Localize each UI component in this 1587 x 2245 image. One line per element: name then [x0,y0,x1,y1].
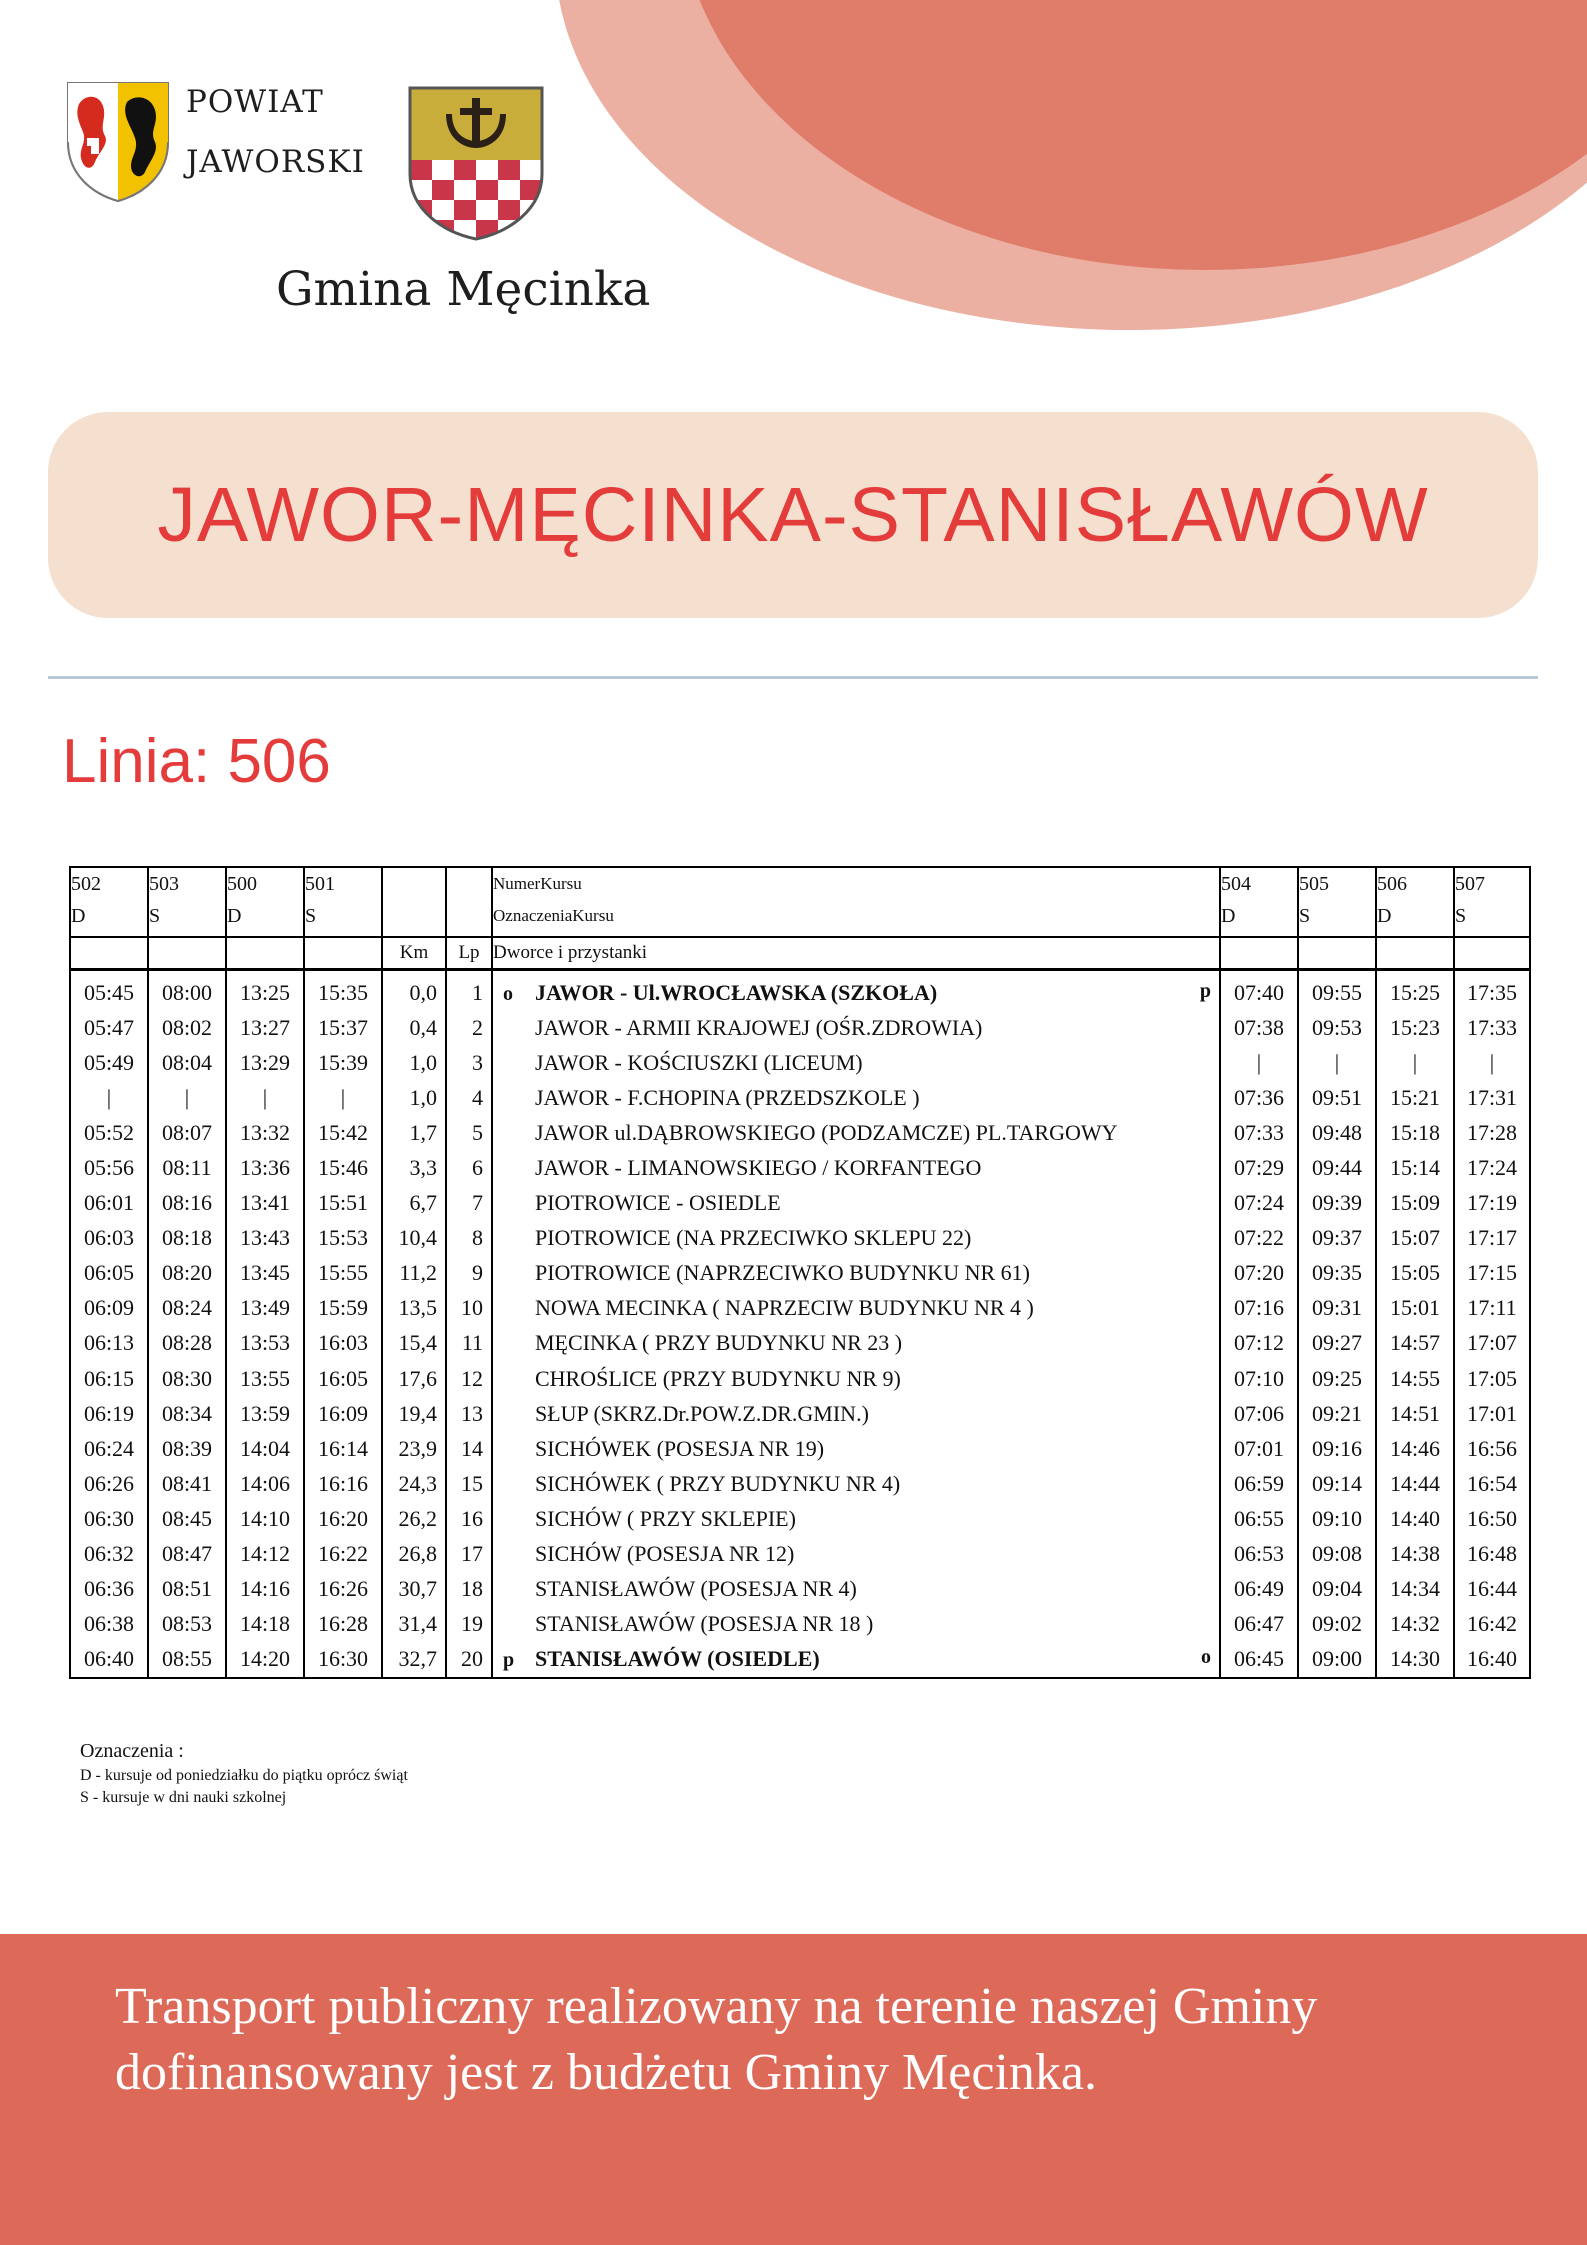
course-header: 506 D [1376,867,1454,937]
stop-flag: p [503,1649,515,1672]
lp-value: 7 [446,1186,492,1221]
stop-name: MĘCINKA ( PRZY BUDYNKU NR 23 ) [535,1330,903,1356]
departure-time: 15:42 [304,1115,382,1150]
departure-time: 16:28 [304,1607,382,1642]
lp-value: 8 [446,1221,492,1256]
return-time: 09:08 [1298,1537,1376,1572]
return-time: 15:09 [1376,1186,1454,1221]
return-time: 14:57 [1376,1326,1454,1361]
gmina-mecinka-crest-icon [406,84,546,242]
return-time: 07:33 [1220,1115,1298,1150]
return-time: 16:40 [1454,1642,1530,1678]
return-time: 09:44 [1298,1150,1376,1185]
stop-name: JAWOR ul.DĄBROWSKIEGO (PODZAMCZE) PL.TARGOWY [535,1119,1118,1145]
table-row [70,1080,1530,1115]
return-time: 15:21 [1376,1080,1454,1115]
departure-time: | [304,1080,382,1115]
course-header: 501 S [304,867,382,937]
line-number-label: Linia: 506 [62,727,331,796]
departure-time: 05:47 [70,1010,148,1045]
timetable-subheader-row [70,937,1530,970]
return-time: 09:55 [1298,970,1376,1011]
return-time: 17:15 [1454,1256,1530,1291]
km-value: 32,7 [382,1642,446,1678]
lp-value: 5 [446,1115,492,1150]
return-time: 07:01 [1220,1431,1298,1466]
departure-time: 08:55 [148,1642,226,1678]
stop-name: JAWOR - KOŚCIUSZKI (LICEUM) [535,1049,863,1075]
departure-time: 16:22 [304,1537,382,1572]
course-header: 507 S [1454,867,1530,937]
table-row [70,1431,1530,1466]
return-time: 06:45 [1220,1642,1298,1678]
return-time: 09:37 [1298,1221,1376,1256]
departure-time: 13:45 [226,1256,304,1291]
return-time: 07:12 [1220,1326,1298,1361]
powiat-line1: POWIAT [186,84,324,120]
departure-time: 14:06 [226,1466,304,1501]
return-time: | [1454,1045,1530,1080]
departure-time: 14:12 [226,1537,304,1572]
return-time: 16:50 [1454,1501,1530,1536]
course-header: 504 D [1220,867,1298,937]
return-time: 07:38 [1220,1010,1298,1045]
return-time: 07:36 [1220,1080,1298,1115]
stop-name: STANISŁAWÓW (OSIEDLE) [535,1646,820,1672]
return-time: 07:40 [1220,970,1298,1011]
lp-value: 3 [446,1045,492,1080]
return-time: 06:53 [1220,1537,1298,1572]
departure-time: 13:29 [226,1045,304,1080]
km-value: 1,0 [382,1080,446,1115]
stop-name: PIOTROWICE (NAPRZECIWKO BUDYNKU NR 61) [535,1260,1030,1286]
km-value: 6,7 [382,1186,446,1221]
stop-name: JAWOR - ARMII KRAJOWEJ (OŚR.ZDROWIA) [535,1014,983,1040]
return-time: 07:16 [1220,1291,1298,1326]
departure-time: 06:24 [70,1431,148,1466]
table-row [70,1256,1530,1291]
table-row [70,1642,1530,1678]
return-time: 17:05 [1454,1361,1530,1396]
departure-time: 13:25 [226,970,304,1011]
lp-value: 9 [446,1256,492,1291]
departure-time: | [226,1080,304,1115]
return-time: 17:28 [1454,1115,1530,1150]
departure-time: 05:45 [70,970,148,1011]
departure-time: 08:02 [148,1010,226,1045]
return-time: 14:34 [1376,1572,1454,1607]
return-time: 07:10 [1220,1361,1298,1396]
table-row [70,1537,1530,1572]
stop-name-cell [492,1150,1220,1185]
lp-value: 10 [446,1291,492,1326]
departure-time: 06:13 [70,1326,148,1361]
table-row [70,1221,1530,1256]
departure-time: 08:00 [148,970,226,1011]
km-header: Km [382,937,446,970]
return-time: 06:59 [1220,1466,1298,1501]
return-time: 15:07 [1376,1221,1454,1256]
km-value: 10,4 [382,1221,446,1256]
stop-name-cell [492,1572,1220,1607]
return-time: 07:20 [1220,1256,1298,1291]
course-header: 505 S [1298,867,1376,937]
departure-time: 05:49 [70,1045,148,1080]
lp-value: 18 [446,1572,492,1607]
return-time: 09:25 [1298,1361,1376,1396]
km-value: 26,2 [382,1501,446,1536]
return-time: 09:48 [1298,1115,1376,1150]
stop-name-cell [492,1010,1220,1045]
stop-name: SICHÓW (POSESJA NR 12) [535,1541,795,1567]
departure-time: 13:59 [226,1396,304,1431]
timetable [69,866,1531,1679]
table-row [70,1466,1530,1501]
departure-time: 06:40 [70,1642,148,1678]
stop-name-cell [492,1642,1220,1678]
return-time: 16:42 [1454,1607,1530,1642]
route-title-banner [48,412,1538,618]
departure-time: 16:14 [304,1431,382,1466]
return-time: 17:24 [1454,1150,1530,1185]
departure-time: 08:28 [148,1326,226,1361]
departure-time: 15:55 [304,1256,382,1291]
legend-heading: Oznaczenia : [80,1740,184,1762]
km-value: 15,4 [382,1326,446,1361]
lp-value: 1 [446,970,492,1011]
stops-header: Dworce i przystanki [492,937,1220,970]
course-header: 503 S [148,867,226,937]
departure-time: 13:49 [226,1291,304,1326]
departure-time: 06:30 [70,1501,148,1536]
return-time: 14:38 [1376,1537,1454,1572]
return-time: 09:16 [1298,1431,1376,1466]
return-time: 06:55 [1220,1501,1298,1536]
lp-value: 14 [446,1431,492,1466]
departure-time: 15:53 [304,1221,382,1256]
return-time: 17:17 [1454,1221,1530,1256]
return-time: 17:19 [1454,1186,1530,1221]
return-time: 16:54 [1454,1466,1530,1501]
return-time: 09:31 [1298,1291,1376,1326]
departure-time: 13:43 [226,1221,304,1256]
lp-value: 16 [446,1501,492,1536]
timetable-body [70,970,1530,1678]
departure-time: 06:15 [70,1361,148,1396]
stop-name: CHROŚLICE (PRZY BUDYNKU NR 9) [535,1365,901,1391]
footer-text: Transport publiczny realizowany na terenie naszej Gminy dofinansowany jest z budżetu Gminy Męcinka. [115,1978,1318,2101]
departure-time: 06:01 [70,1186,148,1221]
departure-time: 14:18 [226,1607,304,1642]
stop-flag: o [503,982,513,1005]
stop-name: JAWOR - LIMANOWSKIEGO / KORFANTEGO [535,1155,982,1181]
stop-name-cell [492,1291,1220,1326]
return-time: 15:25 [1376,970,1454,1011]
return-time: 15:01 [1376,1291,1454,1326]
return-time: | [1376,1045,1454,1080]
lp-value: 12 [446,1361,492,1396]
stop-name: STANISŁAWÓW (POSESJA NR 4) [535,1576,857,1602]
departure-time: 16:26 [304,1572,382,1607]
departure-time: 13:32 [226,1115,304,1150]
lp-value: 11 [446,1326,492,1361]
departure-time: 08:53 [148,1607,226,1642]
km-value: 23,9 [382,1431,446,1466]
table-row [70,1501,1530,1536]
course-header: 500 D [226,867,304,937]
table-row [70,1186,1530,1221]
stop-name: PIOTROWICE (NA PRZECIWKO SKLEPU 22) [535,1225,972,1251]
legend-item: D - kursuje od poniedziałku do piątku oprócz świąt [80,1767,408,1784]
stop-name-cell [492,1186,1220,1221]
departure-time: 06:38 [70,1607,148,1642]
stop-name-cell [492,1361,1220,1396]
return-time: 14:30 [1376,1642,1454,1678]
departure-time: 15:51 [304,1186,382,1221]
stop-name: STANISŁAWÓW (POSESJA NR 18 ) [535,1611,874,1637]
return-time: 14:44 [1376,1466,1454,1501]
return-time: 09:39 [1298,1186,1376,1221]
table-row [70,970,1530,1011]
departure-time: 08:20 [148,1256,226,1291]
table-row [70,1326,1530,1361]
departure-time: 16:16 [304,1466,382,1501]
return-time: 15:05 [1376,1256,1454,1291]
stop-name-cell [492,1221,1220,1256]
departure-time: 15:59 [304,1291,382,1326]
km-value: 19,4 [382,1396,446,1431]
return-time: 17:35 [1454,970,1530,1011]
stop-name-cell [492,1466,1220,1501]
powiat-wordmark [186,84,376,194]
stop-name-cell [492,1396,1220,1431]
powiat-line2: JAWORSKI [186,144,365,180]
departure-time: 05:56 [70,1150,148,1185]
legend-item: S - kursuje w dni nauki szkolnej [80,1789,287,1806]
departure-time: 14:20 [226,1642,304,1678]
course-header: 502 D [70,867,148,937]
return-time: 07:24 [1220,1186,1298,1221]
lp-value: 4 [446,1080,492,1115]
stop-name-cell [492,1326,1220,1361]
km-value: 13,5 [382,1291,446,1326]
departure-time: 08:39 [148,1431,226,1466]
km-value: 1,0 [382,1045,446,1080]
departure-time: 08:07 [148,1115,226,1150]
stop-name-cell [492,1045,1220,1080]
return-time: 06:47 [1220,1607,1298,1642]
stop-name: SŁUP (SKRZ.Dr.POW.Z.DR.GMIN.) [535,1400,869,1426]
legend [80,1740,408,1807]
departure-time: 06:32 [70,1537,148,1572]
departure-time: 15:39 [304,1045,382,1080]
departure-time: 16:30 [304,1642,382,1678]
departure-time: 08:16 [148,1186,226,1221]
lp-value: 20 [446,1642,492,1678]
table-row [70,1396,1530,1431]
stop-name: SICHÓW ( PRZY SKLEPIE) [535,1505,796,1531]
km-value: 24,3 [382,1466,446,1501]
return-time: 09:27 [1298,1326,1376,1361]
stop-name-cell [492,1501,1220,1536]
return-time: 16:56 [1454,1431,1530,1466]
km-value: 31,4 [382,1607,446,1642]
return-time: 09:00 [1298,1642,1376,1678]
km-value: 0,0 [382,970,446,1011]
return-time: 14:46 [1376,1431,1454,1466]
table-row [70,1150,1530,1185]
stop-flag-right: p [1199,979,1211,1002]
timetable-header-row [70,867,1530,937]
departure-time: 06:09 [70,1291,148,1326]
return-time: 09:14 [1298,1466,1376,1501]
divider [48,676,1538,679]
lp-value: 15 [446,1466,492,1501]
return-time: 09:02 [1298,1607,1376,1642]
stop-name: JAWOR - Ul.WROCŁAWSKA (SZKOŁA) [535,979,938,1005]
departure-time: 14:16 [226,1572,304,1607]
lp-value: 2 [446,1010,492,1045]
stop-name: PIOTROWICE - OSIEDLE [535,1190,781,1216]
return-time: 07:06 [1220,1396,1298,1431]
km-value: 0,4 [382,1010,446,1045]
stop-name-cell [492,1256,1220,1291]
departure-time: 13:55 [226,1361,304,1396]
departure-time: | [148,1080,226,1115]
km-value: 3,3 [382,1150,446,1185]
return-time: 17:31 [1454,1080,1530,1115]
departure-time: 15:35 [304,970,382,1011]
powiat-jaworski-crest-icon [65,80,171,204]
return-time: 09:35 [1298,1256,1376,1291]
departure-time: 06:05 [70,1256,148,1291]
return-time: 15:23 [1376,1010,1454,1045]
departure-time: 08:41 [148,1466,226,1501]
return-time: | [1298,1045,1376,1080]
stop-flag-right: o [1201,1646,1211,1669]
stop-name: NOWA MECINKA ( NAPRZECIW BUDYNKU NR 4 ) [535,1295,1034,1321]
table-row [70,1115,1530,1150]
return-time: 15:18 [1376,1115,1454,1150]
departure-time: 08:34 [148,1396,226,1431]
return-time: 14:51 [1376,1396,1454,1431]
lp-value: 13 [446,1396,492,1431]
return-time: 14:40 [1376,1501,1454,1536]
return-time: 16:44 [1454,1572,1530,1607]
departure-time: 13:27 [226,1010,304,1045]
table-row [70,1607,1530,1642]
departure-time: 14:10 [226,1501,304,1536]
return-time: 17:07 [1454,1326,1530,1361]
stop-name: SICHÓWEK ( PRZY BUDYNKU NR 4) [535,1470,901,1496]
lp-value: 17 [446,1537,492,1572]
return-time: 17:33 [1454,1010,1530,1045]
departure-time: 16:09 [304,1396,382,1431]
departure-time: 14:04 [226,1431,304,1466]
return-time: 09:51 [1298,1080,1376,1115]
departure-time: 15:46 [304,1150,382,1185]
return-time: 09:21 [1298,1396,1376,1431]
departure-time: 16:20 [304,1501,382,1536]
table-row [70,1045,1530,1080]
km-value: 11,2 [382,1256,446,1291]
table-row [70,1361,1530,1396]
return-time: 14:55 [1376,1361,1454,1396]
departure-time: 08:24 [148,1291,226,1326]
departure-time: 08:18 [148,1221,226,1256]
departure-time: 08:04 [148,1045,226,1080]
return-time: 15:14 [1376,1150,1454,1185]
course-label-cell: NumerKursu OznaczeniaKursu [492,867,1220,937]
departure-time: 08:11 [148,1150,226,1185]
stop-name-cell [492,1607,1220,1642]
return-time: 09:10 [1298,1501,1376,1536]
departure-time: 08:45 [148,1501,226,1536]
return-time: 09:53 [1298,1010,1376,1045]
stop-name-cell [492,1080,1220,1115]
departure-time: 15:37 [304,1010,382,1045]
stop-name-cell [492,1537,1220,1572]
departure-time: 13:41 [226,1186,304,1221]
gmina-title: Gmina Męcinka [276,262,651,317]
departure-time: 13:53 [226,1326,304,1361]
km-value: 26,8 [382,1537,446,1572]
lp-header: Lp [446,937,492,970]
stop-name: JAWOR - F.CHOPINA (PRZEDSZKOLE ) [535,1084,920,1110]
departure-time: 05:52 [70,1115,148,1150]
departure-time: 06:03 [70,1221,148,1256]
departure-time: 16:03 [304,1326,382,1361]
return-time: 17:11 [1454,1291,1530,1326]
stop-name-cell [492,970,1220,1011]
departure-time: 13:36 [226,1150,304,1185]
stop-name-cell [492,1431,1220,1466]
lp-value: 6 [446,1150,492,1185]
footer-banner [0,1934,1587,2245]
departure-time: 08:47 [148,1537,226,1572]
return-time: 16:48 [1454,1537,1530,1572]
km-value: 30,7 [382,1572,446,1607]
departure-time: 06:19 [70,1396,148,1431]
table-row [70,1291,1530,1326]
return-time: 07:22 [1220,1221,1298,1256]
return-time: 07:29 [1220,1150,1298,1185]
stop-name: SICHÓWEK (POSESJA NR 19) [535,1435,825,1461]
table-row [70,1010,1530,1045]
departure-time: 08:30 [148,1361,226,1396]
km-value: 17,6 [382,1361,446,1396]
departure-time: 06:26 [70,1466,148,1501]
departure-time: 16:05 [304,1361,382,1396]
departure-time: | [70,1080,148,1115]
stop-name-cell [492,1115,1220,1150]
lp-value: 19 [446,1607,492,1642]
km-value: 1,7 [382,1115,446,1150]
return-time: 17:01 [1454,1396,1530,1431]
return-time: 09:04 [1298,1572,1376,1607]
departure-time: 08:51 [148,1572,226,1607]
return-time: 14:32 [1376,1607,1454,1642]
return-time: 06:49 [1220,1572,1298,1607]
route-title: JAWOR-MĘCINKA-STANISŁAWÓW [157,471,1429,558]
table-row [70,1572,1530,1607]
return-time: | [1220,1045,1298,1080]
departure-time: 06:36 [70,1572,148,1607]
